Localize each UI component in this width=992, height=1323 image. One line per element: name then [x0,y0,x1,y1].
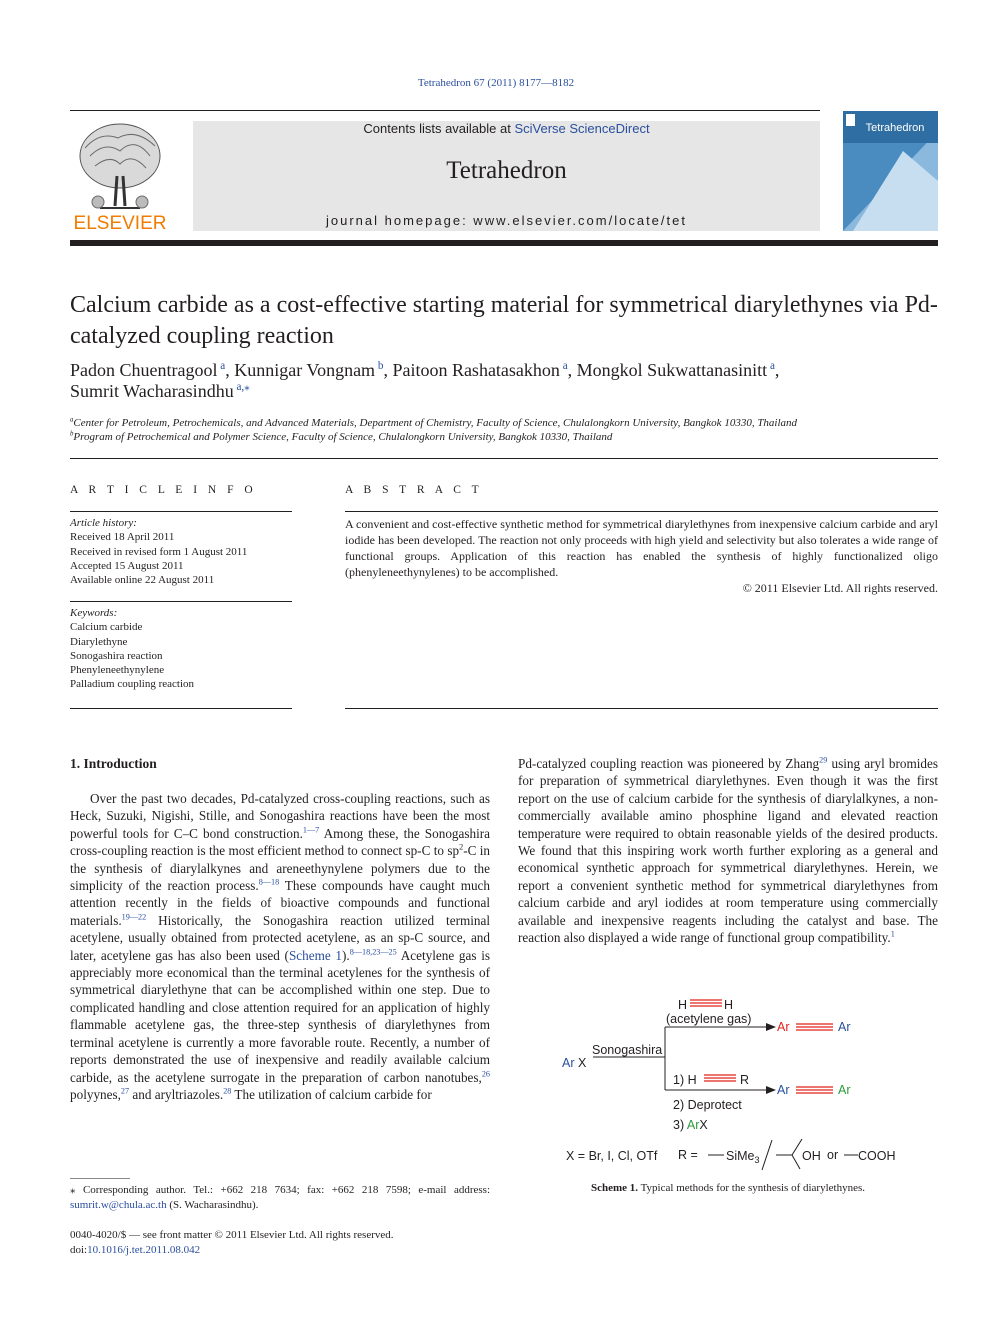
footnote-after: (S. Wacharasindhu). [166,1199,259,1211]
scheme-arrowhead-bottom [766,1086,776,1094]
affiliation-b [70,430,940,444]
author-name[interactable]: Paitoon Rashatasakhon [392,360,560,380]
history-item: Received 18 April 2011 [70,531,175,544]
body-text: Among these, the Sonogashira cross-coupling reaction is the most efficient method to connect sp-C to sp [70,825,490,859]
scheme-reference-link[interactable]: Scheme 1 [288,947,343,963]
scheme-h-left: H [678,998,688,1012]
author-affiliation-mark[interactable]: a [767,360,775,372]
scheme-caption-text: Typical methods for the synthesis of diarylethynes. [640,1182,865,1194]
header-thick-rule [70,240,938,246]
scheme-step-3: 3) ArX [673,1118,708,1132]
body-text: using aryl bromides for preparation of symmetrical diarylethynes. Even though it was the first report on the use of calcium carbide for the synthesis of diarylalkynes, a non-commercially available amino phosphine ligand and elevated reaction temperature were required to obtain reasonable yields of the desired products. We found that this inspiring work worth further exploring as a general and economical synthetic approach for symmetrical diarylethynes. Herein, we report a convenient synthetic method for symmetrical diarylethynes from calcium carbide and aryl iodides at room temperature using commercially available and inexpensive reagents including the catalyst and base. The reaction also displayed a wide range of functional group compatibility. [518,756,938,946]
author-separator: , [383,360,393,380]
scheme-or: or [827,1148,839,1162]
author-affiliation-mark[interactable]: b [375,360,384,372]
author-list [70,360,940,402]
scheme-x-reagent: X [578,1056,587,1070]
corresponding-author-footnote [70,1183,490,1213]
citation-link[interactable]: 27 [120,1086,130,1096]
citation-link[interactable]: 19—22 [121,912,147,922]
body-text: The utilization of calcium carbide for [231,1086,432,1102]
scheme-caption-label: Scheme 1. [591,1182,639,1194]
scheme-oh: OH [802,1149,821,1163]
body-text: Over the past two decades, Pd-catalyzed cross-coupling reactions, such as Heck, Suzuki, Nigishi, Stille, and Sonogashira reactions have been the most powerful tools for C–C bond construction. [70,791,490,841]
body-text: ). [342,947,350,963]
cover-title: Tetrahedron [865,122,925,134]
author-name[interactable]: Kunnigar Vongnam [234,360,376,380]
scheme-1-diagram [518,992,938,1172]
citation-link[interactable]: 8—18 [258,877,280,887]
scheme-methyl-up [792,1139,802,1155]
affiliation-divider [70,458,938,459]
scheme-product2-ar-left: Ar [777,1083,790,1097]
history-item: Available online 22 August 2011 [70,574,215,587]
footnote-rule [70,1178,130,1179]
article-history [70,516,292,587]
intro-paragraph-2 [518,755,938,946]
scheme-arrowhead-top [766,1023,776,1031]
body-text: and aryltriazoles. [129,1086,224,1102]
author-separator: , [225,360,235,380]
info-bottom-rule [70,708,292,709]
elsevier-wordmark: ELSEVIER [73,213,167,234]
author-affiliation-mark[interactable]: a [217,360,226,372]
scheme-step1-r: R [740,1073,750,1087]
elsevier-logo[interactable] [70,116,170,234]
affiliation-text: Program of Petrochemical and Polymer Science, Faculty of Science, Chulalongkorn University, Bangkok 10330, Thailand [73,431,613,443]
doi-label: doi: [70,1244,88,1256]
history-item: Received in revised form 1 August 2011 [70,545,248,558]
keyword: Palladium coupling reaction [70,678,195,691]
contents-line [193,121,820,136]
issn-line: 0040-4020/$ — see front matter © 2011 Elsevier Ltd. All rights reserved. [70,1229,394,1241]
scheme-product-ar-left: Ar [777,1020,790,1034]
history-item: Accepted 15 August 2011 [70,559,184,572]
citation-link[interactable]: 26 [481,1069,490,1079]
citation-link[interactable]: 1 [890,929,895,939]
abstract-rule [345,511,938,512]
journal-name: Tetrahedron [446,157,567,184]
author-separator: , [774,360,780,380]
article-info-rule [70,511,292,512]
scheme-product2-ar-right: Ar [838,1083,851,1097]
article-info-heading: A R T I C L E I N F O [70,484,257,496]
body-text: polyynes, [70,1086,121,1102]
abstract-copyright: © 2011 Elsevier Ltd. All rights reserved. [742,581,938,595]
abstract-body [345,516,938,596]
author-email-link[interactable]: sumrit.w@chula.ac.th [70,1199,167,1211]
citation-link[interactable]: 1—7 [302,825,320,835]
elsevier-tree-icon [70,116,170,234]
history-label: Article history: [70,517,137,529]
affiliation-mark: a [70,416,74,424]
scheme-methyl-down [792,1155,800,1169]
author-name[interactable]: Padon Chuentragool [70,360,218,380]
journal-cover[interactable] [843,111,938,231]
keywords [70,606,292,692]
body-text: -C in the synthesis of diarylalkynes and areneethynylene polymers due to the simplicity of the reaction process. [70,843,490,894]
scheme-ar-reagent: Ar [562,1056,575,1070]
article-title: Calcium carbide as a cost-effective starting material for symmetrical diarylethynes via Pd-catalyzed coupling reaction [70,292,938,349]
author-separator: , [567,360,577,380]
journal-citation[interactable]: Tetrahedron 67 (2011) 8177—8182 [417,77,575,89]
body-text: These compounds have caught much attention recently in the fields of bioactive compounds and functional materials. [70,878,490,928]
doi-link[interactable]: 10.1016/j.tet.2011.08.042 [87,1244,201,1256]
affiliation-mark: b [70,430,74,438]
footnote-text: ⁎ Corresponding author. Tel.: +662 218 7634; fax: +662 218 7598; e-mail address: [70,1184,490,1196]
affiliation-text: Center for Petroleum, Petrochemicals, and Advanced Materials, Department of Chemistry, Faculty of Science, Chulalongkorn University, Bangkok 10330, Thailand [73,417,798,429]
keyword: Sonogashira reaction [70,649,163,662]
scheme-acetylene-gas: (acetylene gas) [666,1012,752,1026]
author-affiliation-mark[interactable]: a [559,360,568,372]
header-rule [70,110,820,111]
scheme-slash [762,1140,772,1170]
author-affiliation-mark[interactable]: a,⁎ [233,381,250,393]
contents-prefix: Contents lists available at [363,121,515,136]
body-text: Acetylene gas is appreciably more economical than the terminal acetylenes for the synthesis of symmetrical diarylethyne that can be accomplished within one step. Due to complicated handling and close attention required for an application of highly flammable acetylene gas, the three-step synthesis of diarylethynes from terminal acetylene is currently a more favorable route. Recently, a number of reports demonstrated the use of inexpensive and readily available calcium carbide, as the acetylene surrogate in the preparation of carbon nanotubes, [70,947,490,1085]
scheme-cooh: COOH [858,1149,896,1163]
abstract-heading: A B S T R A C T [345,484,483,496]
scheme-simes3: SiMe$_3$ [726,1149,760,1165]
scheme-sonogashira: Sonogashira [592,1043,663,1057]
affiliation-a [70,416,940,430]
scheme-step-2: 2) Deprotect [673,1098,742,1112]
scheme-product-ar-right: Ar [838,1020,851,1034]
citation-link[interactable]: 28 [223,1086,232,1096]
keywords-label: Keywords: [70,607,118,619]
citation-link[interactable]: 8—18,23—25 [349,947,397,957]
keyword: Calcium carbide [70,621,143,634]
body-text: Historically, the Sonogashira reaction utilized terminal acetylene, usually obtained from protected acetylene, as an sp-C source, and later, acetylene gas has also been used ( [70,912,490,963]
abstract-text: A convenient and cost-effective synthetic method for symmetrical diarylethynes from inexpensive calcium carbide and aryl iodide has been developed. The reaction not only proceeds with high yield and selectivity but also tolerates a wide range of functional groups. Application of this reaction has enabled the synthesis of highly functionalized oligo (phenyleneethynylenes) to be accomplished. [345,517,938,579]
citation-link[interactable]: 29 [819,755,828,765]
sciencedirect-link[interactable]: SciVerse ScienceDirect [514,121,650,136]
scheme-h-right: H [724,998,734,1012]
keyword: Diarylethyne [70,635,128,648]
superscript: 2 [459,842,464,852]
journal-homepage[interactable]: journal homepage: www.elsevier.com/locate/tet [326,213,687,228]
scheme-step-1: 1) H [673,1073,697,1087]
section-heading: 1. Introduction [70,756,157,771]
front-matter-note [70,1228,394,1258]
cover-art-icon [843,111,938,231]
scheme-1 [518,992,938,1172]
doi-line [70,1243,394,1258]
body-text: Pd-catalyzed coupling reaction was pioneered by Zhang [518,756,820,771]
author-name[interactable]: Mongkol Sukwattanasinitt [576,360,768,380]
abstract-bottom-rule [345,708,938,709]
scheme-r-definition: R = [678,1148,698,1162]
keywords-rule [70,601,292,602]
keyword: Phenyleneethynylene [70,664,165,677]
author-name[interactable]: Sumrit Wacharasindhu [70,381,234,401]
intro-paragraph-1 [70,790,490,1103]
scheme-caption [518,1182,938,1194]
scheme-x-definition: X = Br, I, Cl, OTf [566,1149,658,1163]
